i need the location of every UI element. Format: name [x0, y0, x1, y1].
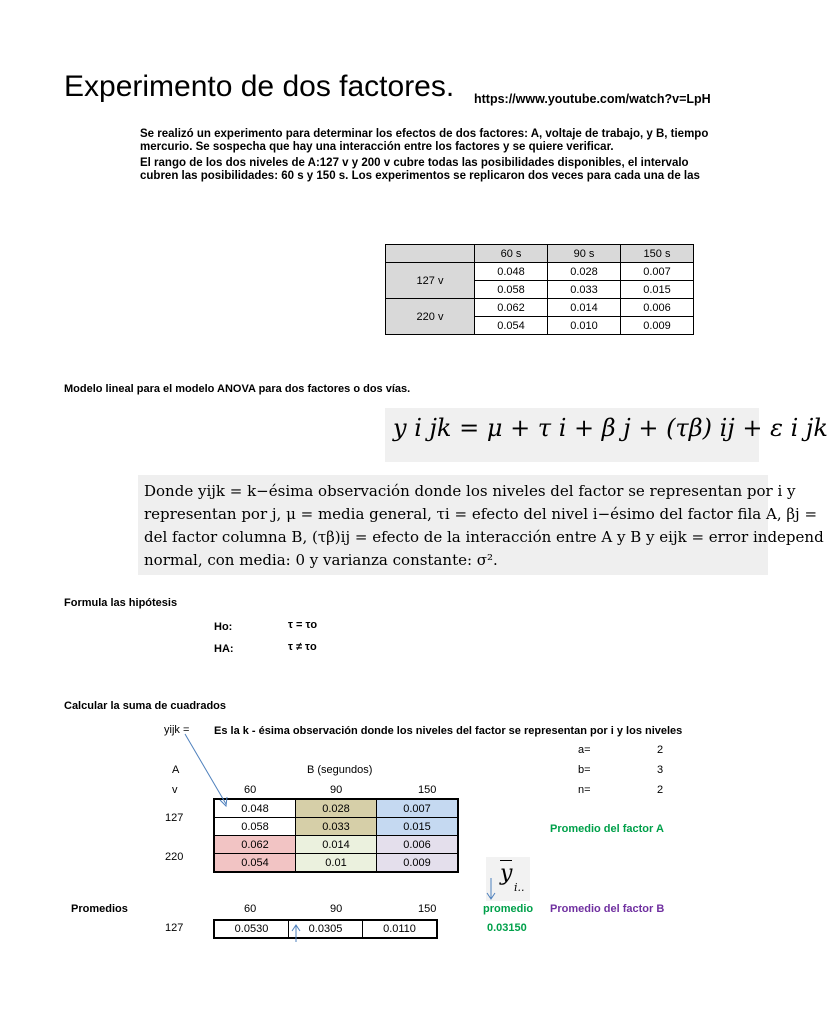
ybar-subscript: i..: [514, 881, 525, 894]
table-cell: 0.015: [377, 818, 459, 836]
param-n-label: n=: [578, 784, 591, 796]
ha-label: HA:: [214, 643, 234, 655]
table-cell: 0.028: [548, 263, 621, 281]
table-cell: 0.006: [621, 299, 694, 317]
row-label-220: 220: [165, 851, 184, 863]
col-header-150: 150: [418, 784, 437, 796]
table-cell: 0.010: [548, 317, 621, 335]
factor-b-average-label: Promedio del factor B: [550, 903, 665, 915]
factor-b-header: B (segundos): [307, 764, 373, 776]
avg-header-60: 60: [244, 903, 257, 915]
col-header-60: 60: [244, 784, 257, 796]
corner-cell: [386, 245, 475, 263]
table-cell: 0.058: [214, 818, 296, 836]
table-cell: 0.015: [621, 281, 694, 299]
up-arrow-icon: [290, 922, 302, 942]
table-cell: 0.048: [475, 263, 548, 281]
table-cell: 0.01: [296, 854, 377, 873]
definition-line: Donde yijk = k−ésima observación donde los niveles del factor se representan por i y: [144, 482, 796, 500]
averages-table: [213, 919, 438, 939]
intro-line-3: El rango de los dos niveles de A:127 v y 200 v cubre todas las posibilidades disponibles, el intervalo: [140, 157, 689, 169]
promedio-label: promedio: [483, 903, 534, 915]
average-cell: 0.0530: [214, 920, 289, 938]
param-a-label: a=: [578, 744, 591, 756]
table-cell: 0.014: [548, 299, 621, 317]
youtube-link[interactable]: https://www.youtube.com/watch?v=LpH: [474, 92, 711, 106]
table-cell: 0.033: [548, 281, 621, 299]
header-60s: 60 s: [475, 245, 548, 263]
yijk-description: Es la k - ésima observación donde los niveles del factor se representan por i y los niveles: [214, 725, 683, 737]
table-cell: 0.007: [621, 263, 694, 281]
average-cell: 0.0305: [289, 920, 363, 938]
arrow-icon: [180, 732, 240, 812]
param-n-value: 2: [657, 784, 664, 796]
param-a-value: 2: [657, 744, 664, 756]
avg-header-90: 90: [330, 903, 343, 915]
avg-row-label: 127: [165, 922, 184, 934]
ybar-symbol: y: [500, 861, 513, 886]
table-cell: 0.054: [214, 854, 296, 873]
table-cell: 0.062: [475, 299, 548, 317]
promedio-value: 0.03150: [487, 922, 527, 934]
definitions-box: [138, 475, 824, 575]
avg-header-150: 150: [418, 903, 437, 915]
table-cell: 0.009: [621, 317, 694, 335]
observations-table: [213, 798, 459, 873]
definition-line: del factor columna B, (τβ)ij = efecto de la interacción entre A y B y eijk = error independ: [144, 528, 824, 546]
table-cell: 0.014: [296, 836, 377, 854]
table-cell: 0.006: [377, 836, 459, 854]
col-header-90: 90: [330, 784, 343, 796]
yijk-label: yijk =: [164, 724, 190, 736]
sum-squares-heading: Calcular la suma de cuadrados: [64, 700, 227, 712]
units-label: v: [172, 784, 178, 796]
table-cell: 0.048: [214, 799, 296, 818]
param-b-value: 3: [657, 764, 664, 776]
intro-line-2: mercurio. Se sospecha que hay una interacción entre los factores y se quiere verificar.: [140, 141, 614, 153]
page-title: Experimento de dos factores.: [64, 70, 455, 103]
definition-line: normal, con media: 0 y varianza constante: σ².: [144, 551, 498, 569]
anova-formula: [385, 408, 828, 462]
intro-line-4: cubren las posibilidades: 60 s y 150 s. Los experimentos se replicaron dos veces para cada una de las: [140, 170, 700, 182]
param-b-label: b=: [578, 764, 591, 776]
ho-label: Ho:: [214, 621, 233, 633]
ha-expression: τ ≠ τo: [288, 641, 317, 653]
table-cell: 0.007: [377, 799, 459, 818]
average-cell: 0.0110: [363, 920, 438, 938]
model-heading: Modelo lineal para el modelo ANOVA para dos factores o dos vías.: [64, 383, 411, 395]
row-label-127: 127 v: [386, 263, 475, 299]
intro-line-1: Se realizó un experimento para determinar los efectos de dos factores: A, voltaje de trabajo, y B, tiempo: [140, 128, 709, 140]
header-150s: 150 s: [621, 245, 694, 263]
row-label-127: 127: [165, 812, 184, 824]
header-90s: 90 s: [548, 245, 621, 263]
data-table: [385, 244, 694, 335]
definition-line: representan por j, μ = media general, τi = efecto del nivel i−ésimo del factor fila A, βj =: [144, 505, 818, 523]
table-cell: 0.028: [296, 799, 377, 818]
down-arrow-icon: [484, 876, 498, 902]
factor-a-average-label: Promedio del factor A: [550, 823, 664, 835]
formula-equation: y i jk = μ + τ i + β j + (τβ) ij + ε i jk: [393, 414, 828, 442]
factor-a-header: A: [172, 764, 180, 776]
table-cell: 0.062: [214, 836, 296, 854]
table-cell: 0.033: [296, 818, 377, 836]
hypotheses-heading: Formula las hipótesis: [64, 597, 178, 609]
ho-expression: τ = τo: [288, 619, 318, 631]
table-cell: 0.058: [475, 281, 548, 299]
promedios-heading: Promedios: [71, 903, 128, 915]
row-label-220: 220 v: [386, 299, 475, 335]
table-cell: 0.009: [377, 854, 459, 873]
table-cell: 0.054: [475, 317, 548, 335]
